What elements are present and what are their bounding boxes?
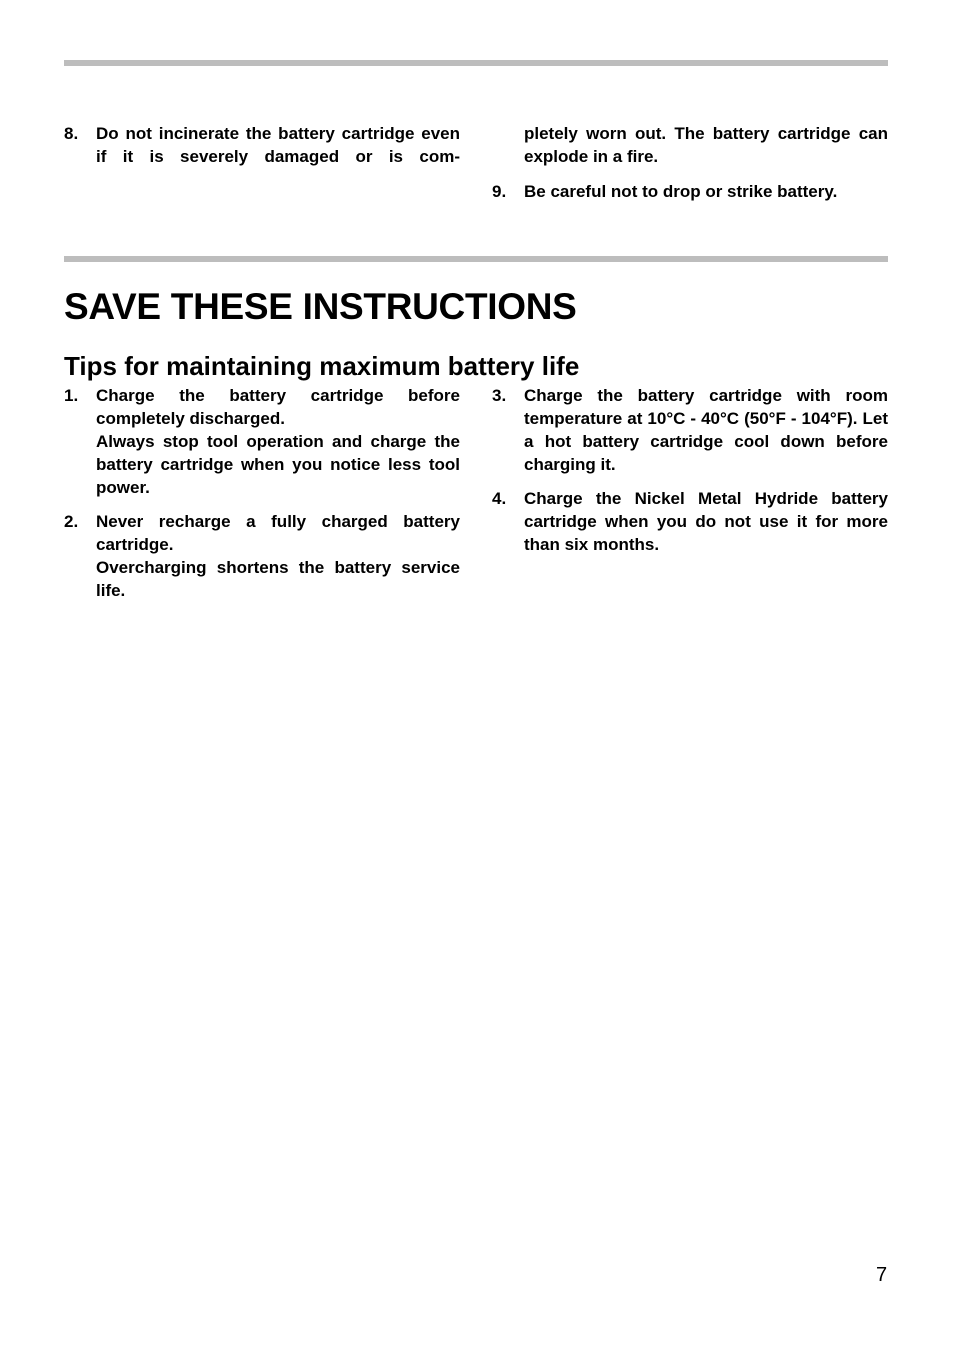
page-number: 7 [876, 1264, 888, 1286]
item-text-secondary: Always stop tool operation and charge the battery cartridge when you notice less tool power. [96, 432, 460, 497]
item-text: Be careful not to drop or strike battery. [524, 182, 838, 201]
tip-item-3 [492, 384, 888, 476]
top-divider [64, 60, 888, 66]
left-column-top [64, 122, 460, 168]
list-item-8-continuation [492, 122, 888, 168]
list-item-8 [64, 122, 460, 168]
item-number: 2. [64, 512, 79, 531]
list-item-9 [492, 180, 888, 203]
tips-right-column [492, 384, 888, 556]
tips-left-column [64, 384, 460, 602]
item-text: Do not incinerate the battery cartridge even if it is severely damaged or is com- [96, 124, 460, 166]
right-column-top [492, 122, 888, 203]
tip-item-4 [492, 487, 888, 556]
item-text: pletely worn out. The battery cartridge can explode in a fire. [524, 124, 888, 166]
item-number: 9. [492, 182, 507, 201]
section-subheading: Tips for maintaining maximum battery life [64, 351, 580, 381]
tip-item-2 [64, 510, 460, 602]
item-text: Charge the Nickel Metal Hydride battery cartridge when you do not use it for more than six months. [524, 489, 888, 554]
item-number: 4. [492, 489, 507, 508]
section-divider [64, 256, 888, 262]
item-text-secondary: Overcharging shortens the battery service life. [96, 558, 460, 600]
item-text: Never recharge a fully charged battery cartridge. [96, 512, 460, 554]
item-text: Charge the battery cartridge with room temperature at 10°C - 40°C (50°F - 104°F). Let a hot battery cartridge cool down before charging it. [524, 386, 888, 474]
item-number: 3. [492, 386, 507, 405]
item-number: 8. [64, 124, 79, 143]
page-heading: SAVE THESE INSTRUCTIONS [64, 286, 577, 327]
item-number: 1. [64, 386, 79, 405]
item-text: Charge the battery cartridge before completely discharged. [96, 386, 460, 428]
tip-item-1 [64, 384, 460, 499]
